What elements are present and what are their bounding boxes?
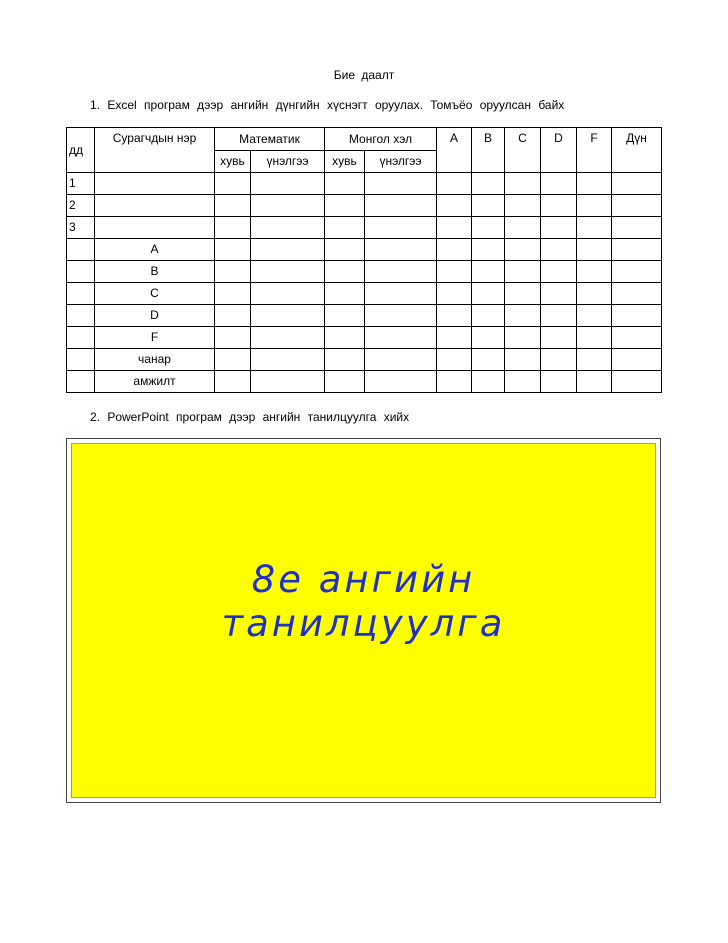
- task-2-instruction: 2. PowerPoint програм дээр ангийн танилцуулга хийх: [90, 410, 410, 424]
- subheader-math-grade: үнэлгээ: [251, 151, 325, 173]
- summary-label: A: [95, 239, 215, 261]
- subheader-math-percent: хувь: [215, 151, 251, 173]
- summary-label: B: [95, 261, 215, 283]
- table-row: [67, 195, 662, 217]
- header-d: D: [541, 128, 577, 173]
- header-mongolian: Монгол хэл: [325, 128, 437, 151]
- table-row: [67, 217, 662, 239]
- page-title: Бие даалт: [333, 68, 395, 82]
- header-no: дд: [67, 128, 95, 173]
- summary-row: [67, 261, 662, 283]
- header-a: A: [437, 128, 472, 173]
- summary-row: [67, 327, 662, 349]
- class-introduction-slide: [71, 443, 656, 798]
- summary-label: амжилт: [95, 371, 215, 393]
- slide-title: [72, 558, 655, 646]
- summary-label: D: [95, 305, 215, 327]
- header-b: B: [472, 128, 505, 173]
- header-f: F: [577, 128, 612, 173]
- row-number: 1: [67, 173, 95, 195]
- subheader-mongolian-percent: хувь: [325, 151, 365, 173]
- grade-table: [66, 127, 662, 393]
- header-student-name: Сурагчдын нэр: [95, 128, 215, 173]
- slide-frame: [66, 438, 661, 803]
- summary-label: чанар: [95, 349, 215, 371]
- header-total: Дүн: [612, 128, 662, 173]
- summary-row: [67, 305, 662, 327]
- summary-row: [67, 239, 662, 261]
- task-1-instruction: 1. Excel програм дээр ангийн дүнгийн хүснэгт оруулах. Томъёо оруулсан байх: [90, 98, 565, 112]
- summary-row: [67, 371, 662, 393]
- summary-label: C: [95, 283, 215, 305]
- summary-label: F: [95, 327, 215, 349]
- subheader-mongolian-grade: үнэлгээ: [365, 151, 437, 173]
- summary-row: [67, 349, 662, 371]
- table-header-row: [67, 128, 662, 151]
- summary-row: [67, 283, 662, 305]
- header-c: C: [505, 128, 541, 173]
- slide-title-line-1: 8е ангийн: [251, 558, 476, 601]
- slide-title-line-2: танилцуулга: [221, 602, 506, 645]
- row-number: 3: [67, 217, 95, 239]
- header-math: Математик: [215, 128, 325, 151]
- table-row: [67, 173, 662, 195]
- row-number: 2: [67, 195, 95, 217]
